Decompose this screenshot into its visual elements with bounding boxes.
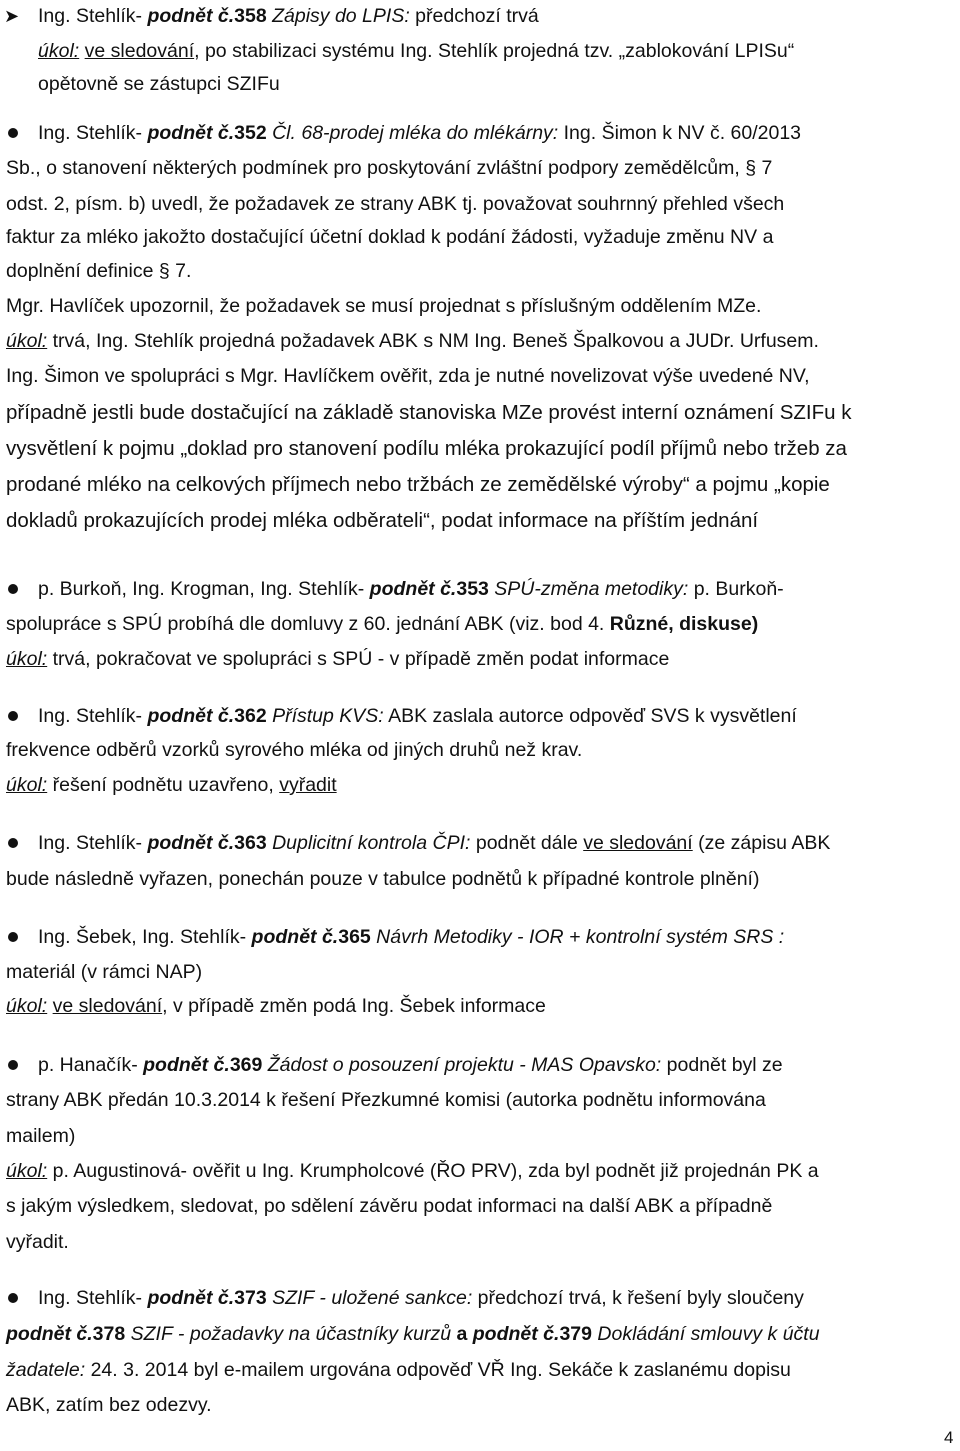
text: Ing. Stehlík- (38, 122, 148, 144)
item-363-line-1 (38, 831, 830, 855)
item-373-line-1 (38, 1286, 804, 1310)
item-352-line-5: doplnění definice § 7. (6, 260, 192, 282)
text: Ing. Stehlík- (38, 832, 148, 854)
text: 363 (234, 832, 273, 854)
text: 352 (234, 122, 273, 144)
item-362-line-1 (38, 704, 797, 728)
text: 24. 3. 2014 byl e-mailem urgována odpověď VŘ Ing. Sekáče k zaslanému dopisu (85, 1359, 791, 1381)
dot-bullet-icon (8, 1060, 18, 1070)
text: Žádost o posouzení projektu - MAS Opavsko: (267, 1054, 662, 1076)
text: Ing. Stehlík- (38, 5, 148, 27)
item-352-line-3: odst. 2, písm. b) uvedl, že požadavek ze strany ABK tj. považovat souhrnný přehled všech (6, 193, 785, 215)
text: p. Burkoň, Ing. Krogman, Ing. Stehlík- (38, 578, 370, 600)
dot-bullet-icon (8, 711, 18, 721)
text: ve sledování (52, 995, 163, 1017)
item-369-line-6: vyřadit. (6, 1231, 69, 1253)
dot-bullet-icon (8, 838, 18, 848)
text: podnět č. (6, 1323, 93, 1345)
task-label: úkol: (6, 330, 48, 352)
item-353-line-3 (6, 647, 669, 671)
text: Různé, diskuse) (609, 613, 759, 635)
text: Ing. Šebek, Ing. Stehlík- (38, 926, 252, 948)
item-365-line-2: materiál (v rámci NAP) (6, 961, 203, 983)
text: podnět č. (147, 832, 235, 854)
task-label: úkol: (6, 1160, 48, 1182)
item-358-line-1 (38, 4, 539, 28)
item-365-line-3 (6, 994, 546, 1018)
text: ve sledování (583, 832, 693, 854)
item-352-line-2: Sb., o stanovení některých podmínek pro poskytování zvláštní podpory zemědělcům, § 7 (6, 157, 773, 179)
text: (ze zápisu ABK (692, 832, 831, 854)
text: , v případě změn podá Ing. Šebek informace (162, 995, 546, 1017)
text: podnět č. (147, 5, 235, 27)
item-373-line-4: ABK, zatím bez odezvy. (6, 1394, 212, 1416)
item-363-line-2: bude následně vyřazen, ponechán pouze v tabulce podnětů k případné kontrole plnění) (6, 868, 760, 890)
text: podnět č. (147, 122, 235, 144)
item-352-line-6: Mgr. Havlíček upozornil, že požadavek se musí projednat s příslušným oddělením MZe. (6, 295, 762, 317)
text: p. Augustinová- ověřit u Ing. Krumpholcové (ŘO PRV), zda byl podnět již projednán PK a (47, 1160, 819, 1182)
dot-bullet-icon (8, 932, 18, 942)
text: 378 (92, 1323, 131, 1345)
item-352-line-1 (38, 121, 801, 145)
text: Zápisy do LPIS: (272, 5, 410, 27)
task-label: úkol: (6, 648, 48, 670)
text: Ing. Stehlík- (38, 1287, 148, 1309)
text: podnět č. (369, 578, 457, 600)
text: Ing. Šimon k NV č. 60/2013 (558, 122, 802, 144)
text: p. Hanačík- (38, 1054, 144, 1076)
text: žadatele: (6, 1359, 86, 1381)
text: podnět byl ze (661, 1054, 783, 1076)
item-358-line-3: opětovně se zástupci SZIFu (38, 73, 280, 95)
item-352-line-10: vysvětlení k pojmu „doklad pro stanovení podílu mléka prokazující podíl příjmů nebo tržeb za (6, 437, 847, 460)
item-373-line-2 (6, 1322, 820, 1346)
text: předchozí trvá, k řešení byly sloučeny (472, 1287, 804, 1309)
text: SZIF - požadavky na účastníky kurzů (130, 1323, 452, 1345)
text: 358 (234, 5, 273, 27)
item-369-line-1 (38, 1053, 783, 1077)
text: SPÚ-změna metodiky: (494, 578, 689, 600)
item-352-line-8: Ing. Šimon ve spolupráci s Mgr. Havlíčkem ověřit, zda je nutné novelizovat výše uvedené NV, (6, 365, 810, 387)
item-369-line-4 (6, 1159, 819, 1183)
text: Duplicitní kontrola ČPI: (272, 832, 471, 854)
item-358-line-2 (38, 39, 794, 63)
item-352-line-9: případně jestli bude dostačující na základě stanoviska MZe provést interní oznámení SZIFu k (6, 401, 852, 424)
item-365-line-1 (38, 925, 784, 949)
item-369-line-3: mailem) (6, 1125, 76, 1147)
item-352-line-7 (6, 329, 819, 353)
item-352-line-4: faktur za mléko jakožto dostačující účetní doklad k podání žádosti, vyžaduje změnu NV a (6, 226, 774, 248)
text: 369 (229, 1054, 268, 1076)
text: a (451, 1323, 473, 1345)
text: vyřadit (279, 774, 337, 796)
item-369-line-2: strany ABK předán 10.3.2014 k řešení Přezkumné komisi (autorka podnětu informována (6, 1089, 766, 1111)
text: předchozí trvá (409, 5, 539, 27)
text: řešení podnětu uzavřeno, (47, 774, 280, 796)
item-352-line-11: prodané mléko na celkových příjmech nebo tržbách ze zemědělské výroby“ a pojmu „kopie (6, 473, 830, 496)
text: ABK zaslala autorce odpověď SVS k vysvětlení (383, 705, 797, 727)
item-352-line-12: dokladů prokazujících prodej mléka odběrateli“, podat informace na příštím jednání (6, 509, 759, 532)
text: podnět č. (147, 1287, 235, 1309)
page-number: 4 (944, 1428, 954, 1447)
item-369-line-5: s jakým výsledkem, sledovat, po sdělení závěru podat informaci na další ABK a případně (6, 1195, 773, 1217)
text: Přístup KVS: (272, 705, 384, 727)
text: Dokládání smlouvy k účtu (597, 1323, 820, 1345)
text: SZIF - uložené sankce: (272, 1287, 473, 1309)
text: , po stabilizaci systému Ing. Stehlík projedná tzv. „zablokování LPISu“ (194, 40, 795, 62)
text: 373 (234, 1287, 273, 1309)
text: trvá, pokračovat ve spolupráci s SPÚ - v případě změn podat informace (47, 648, 670, 670)
text: podnět dále (470, 832, 584, 854)
text: 379 (559, 1323, 598, 1345)
item-373-line-3 (6, 1358, 791, 1382)
text: podnět č. (472, 1323, 560, 1345)
task-label: úkol: (6, 774, 48, 796)
item-353-line-2 (6, 612, 758, 636)
text: 362 (234, 705, 273, 727)
dot-bullet-icon (8, 584, 18, 594)
text: 353 (456, 578, 495, 600)
item-353-line-1 (38, 577, 784, 601)
text: Čl. 68-prodej mléka do mlékárny: (272, 122, 559, 144)
text: ve sledování (84, 40, 195, 62)
text: podnět č. (143, 1054, 230, 1076)
dot-bullet-icon (8, 1293, 18, 1303)
text: trvá, Ing. Stehlík projedná požadavek ABK s NM Ing. Beneš Špalkovou a JUDr. Urfusem. (47, 330, 819, 352)
item-362-line-2: frekvence odběrů vzorků syrového mléka od jiných druhů než krav. (6, 739, 583, 761)
text: podnět č. (147, 705, 235, 727)
task-label: úkol: (38, 40, 80, 62)
text: Ing. Stehlík- (38, 705, 148, 727)
text: podnět č. (251, 926, 339, 948)
arrow-bullet-icon: ➤ (4, 6, 20, 26)
task-label: úkol: (6, 995, 48, 1017)
item-362-line-3 (6, 773, 337, 797)
text: 365 (338, 926, 377, 948)
text: spolupráce s SPÚ probíhá dle domluvy z 60. jednání ABK (viz. bod 4. (6, 613, 610, 635)
text: Návrh Metodiky - IOR + kontrolní systém SRS : (376, 926, 785, 948)
dot-bullet-icon (8, 128, 18, 138)
text: p. Burkoň- (688, 578, 784, 600)
